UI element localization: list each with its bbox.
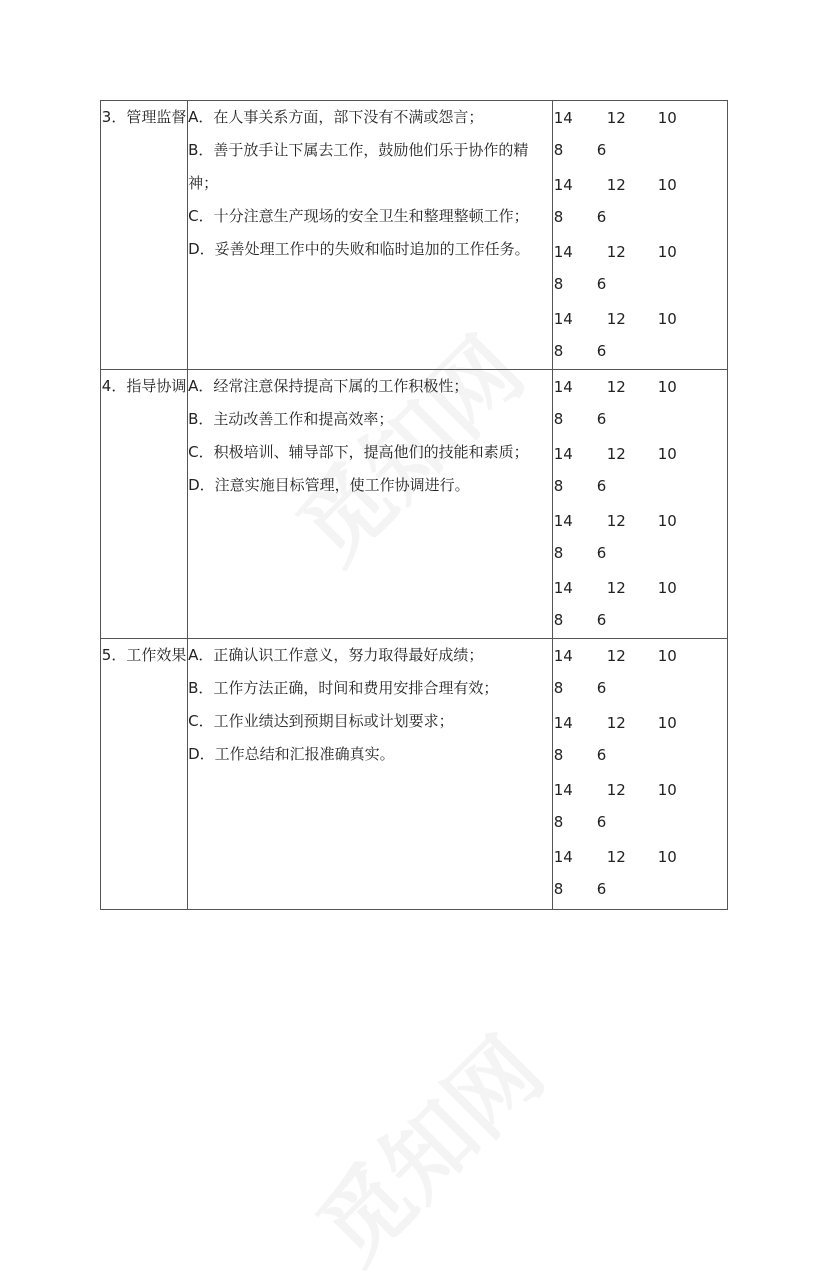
score-12: 12	[606, 848, 626, 866]
score-group	[553, 504, 727, 571]
score-14: 14	[553, 310, 573, 328]
score-8: 8	[553, 275, 564, 293]
criterion-item: A．经常注意保持提高下属的工作积极性；	[188, 377, 469, 395]
category-label: 5．工作效果	[101, 646, 187, 664]
score-6: 6	[596, 342, 607, 360]
score-12: 12	[606, 310, 626, 328]
category-cell	[101, 101, 188, 370]
score-group	[553, 302, 727, 369]
score-group	[553, 235, 727, 302]
watermark	[284, 1004, 567, 1286]
criterion-item: B．工作方法正确，时间和费用安排合理有效；	[188, 679, 499, 697]
score-10: 10	[657, 512, 677, 530]
evaluation-table	[100, 100, 728, 910]
score-6: 6	[596, 746, 607, 764]
score-14: 14	[553, 579, 573, 597]
score-8: 8	[553, 746, 564, 764]
score-group	[553, 571, 727, 638]
score-cell	[552, 639, 727, 910]
criterion-item: C．积极培训、辅导部下，提高他们的技能和素质；	[188, 443, 529, 461]
score-10: 10	[657, 579, 677, 597]
criterion-item: B．善于放手让下属去工作，鼓励他们乐于协作的精神；	[188, 141, 529, 192]
table-row	[101, 370, 728, 639]
score-10: 10	[657, 848, 677, 866]
criteria-cell	[188, 101, 553, 370]
score-12: 12	[606, 445, 626, 463]
category-cell	[101, 639, 188, 910]
criterion-item: B．主动改善工作和提高效率；	[188, 410, 394, 428]
score-10: 10	[657, 647, 677, 665]
score-14: 14	[553, 714, 573, 732]
score-8: 8	[553, 611, 564, 629]
score-8: 8	[553, 410, 564, 428]
score-14: 14	[553, 647, 573, 665]
score-8: 8	[553, 208, 564, 226]
score-10: 10	[657, 714, 677, 732]
score-8: 8	[553, 880, 564, 898]
score-6: 6	[596, 410, 607, 428]
score-10: 10	[657, 243, 677, 261]
score-14: 14	[553, 781, 573, 799]
score-group	[553, 773, 727, 840]
criterion-item: A．正确认识工作意义，努力取得最好成绩；	[188, 646, 484, 664]
score-group	[553, 639, 727, 706]
score-8: 8	[553, 342, 564, 360]
score-8: 8	[553, 813, 564, 831]
score-8: 8	[553, 544, 564, 562]
score-12: 12	[606, 579, 626, 597]
criterion-item: D．工作总结和汇报准确真实。	[188, 745, 395, 763]
score-6: 6	[596, 208, 607, 226]
score-14: 14	[553, 109, 573, 127]
score-group	[553, 706, 727, 773]
score-10: 10	[657, 176, 677, 194]
table-row	[101, 639, 728, 910]
score-6: 6	[596, 880, 607, 898]
score-group	[553, 370, 727, 437]
score-12: 12	[606, 176, 626, 194]
criteria-cell	[188, 639, 553, 910]
criterion-item: A．在人事关系方面，部下没有不满或怨言；	[188, 108, 484, 126]
score-14: 14	[553, 445, 573, 463]
score-10: 10	[657, 378, 677, 396]
category-cell	[101, 370, 188, 639]
score-6: 6	[596, 477, 607, 495]
score-group	[553, 168, 727, 235]
score-12: 12	[606, 647, 626, 665]
score-8: 8	[553, 141, 564, 159]
score-group	[553, 101, 727, 168]
score-12: 12	[606, 109, 626, 127]
score-14: 14	[553, 512, 573, 530]
score-12: 12	[606, 378, 626, 396]
score-cell	[552, 101, 727, 370]
score-10: 10	[657, 310, 677, 328]
score-cell	[552, 370, 727, 639]
score-12: 12	[606, 714, 626, 732]
score-group	[553, 840, 727, 907]
score-6: 6	[596, 679, 607, 697]
criterion-item: D．注意实施目标管理，使工作协调进行。	[188, 476, 470, 494]
score-6: 6	[596, 611, 607, 629]
score-10: 10	[657, 781, 677, 799]
criteria-cell	[188, 370, 553, 639]
score-12: 12	[606, 781, 626, 799]
criterion-item: C．工作业绩达到预期目标或计划要求；	[188, 712, 454, 730]
category-label: 3．管理监督	[101, 108, 187, 126]
score-6: 6	[596, 141, 607, 159]
score-6: 6	[596, 275, 607, 293]
score-6: 6	[596, 813, 607, 831]
score-10: 10	[657, 445, 677, 463]
score-14: 14	[553, 848, 573, 866]
table-row	[101, 101, 728, 370]
score-8: 8	[553, 679, 564, 697]
score-14: 14	[553, 243, 573, 261]
criterion-item: C．十分注意生产现场的安全卫生和整理整顿工作；	[188, 207, 529, 225]
category-label: 4．指导协调	[101, 377, 187, 395]
score-12: 12	[606, 243, 626, 261]
score-8: 8	[553, 477, 564, 495]
score-14: 14	[553, 176, 573, 194]
score-12: 12	[606, 512, 626, 530]
score-10: 10	[657, 109, 677, 127]
score-6: 6	[596, 544, 607, 562]
score-14: 14	[553, 378, 573, 396]
criterion-item: D．妥善处理工作中的失败和临时追加的工作任务。	[188, 240, 530, 258]
score-group	[553, 437, 727, 504]
